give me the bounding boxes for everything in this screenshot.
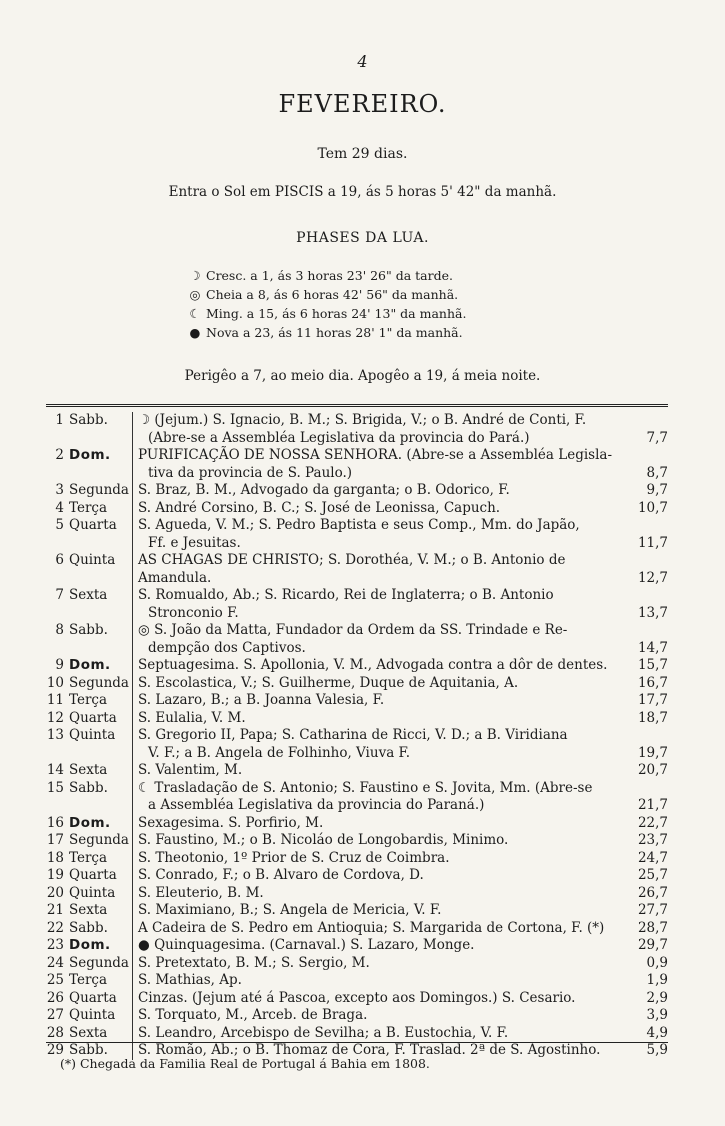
calendar-row [46, 727, 668, 762]
weekday: Sabb. [64, 1042, 133, 1060]
calendar-row [46, 552, 668, 587]
saints-description [133, 815, 636, 833]
day-number: 4 [55, 499, 64, 516]
epact-value: 10,7 [637, 499, 668, 516]
calendar-row [46, 482, 668, 500]
calendar-row [46, 622, 668, 657]
weekday: Dom. [64, 657, 133, 675]
description-line: ☽ (Jejum.) S. Ignacio, B. M.; S. Brigida, V.; o B. André de Conti, F. [138, 412, 587, 428]
day-number: 22 [46, 919, 64, 936]
saints-description [133, 780, 636, 815]
page-number: 4 [357, 52, 368, 71]
epact-value: 23,7 [637, 832, 668, 848]
day-number: 27 [46, 1007, 64, 1023]
calendar-row [46, 692, 668, 710]
moon-phase-line [188, 266, 466, 285]
epact-value: 1,9 [646, 972, 668, 988]
weekday: Quinta [64, 1007, 133, 1025]
epact-value: 3,9 [646, 1007, 668, 1023]
saints-description [133, 517, 636, 552]
calendar-row [46, 815, 668, 833]
weekday: Sexta [64, 1025, 133, 1043]
bottom-divider [46, 1042, 668, 1043]
weekday: Sexta [64, 902, 133, 920]
saints-description [133, 902, 636, 920]
saints-description [133, 552, 636, 587]
saints-description [133, 850, 636, 868]
description-line: tiva da provincia de S. Paulo.) [148, 464, 353, 481]
weekday: Quinta [64, 727, 133, 762]
description-line: S. André Corsino, B. C.; S. José de Leonissa, Capuch. [138, 499, 501, 516]
calendar-row [46, 902, 668, 920]
epact-value: 21,7 [637, 797, 668, 813]
moon-phase-line [188, 323, 466, 342]
description-line: S. Leandro, Arcebispo de Sevilha; a B. Eustochia, V. F. [138, 1024, 509, 1041]
day-number: 18 [46, 849, 64, 866]
weekday: Quinta [64, 552, 133, 587]
description-line: S. Maximiano, B.; S. Angela de Mericia, V. F. [138, 902, 442, 918]
weekday: Quarta [64, 867, 133, 885]
weekday: Sabb. [64, 920, 133, 938]
calendar-row [46, 447, 668, 482]
weekday: Segunda [64, 955, 133, 973]
day-number: 1 [55, 412, 64, 428]
description-line: ◎ S. João da Matta, Fundador da Ordem da SS. Trindade e Re- [138, 622, 568, 638]
description-line: S. Agueda, V. M.; S. Pedro Baptista e seus Comp., Mm. do Japão, [138, 517, 580, 533]
day-number: 9 [55, 657, 64, 673]
phase-text: Cheia a 8, ás 6 horas 42' 56" da manhã. [206, 287, 459, 302]
calendar-row [46, 850, 668, 868]
weekday: Dom. [64, 815, 133, 833]
weekday: Sabb. [64, 780, 133, 815]
description-line: S. Braz, B. M., Advogado da garganta; o B. Odorico, F. [138, 482, 510, 498]
description-line: S. Theotonio, 1º Prior de S. Cruz de Coimbra. [138, 849, 450, 866]
day-number: 28 [46, 1024, 64, 1041]
saints-description [133, 657, 636, 675]
weekday: Dom. [64, 447, 133, 482]
calendar-row [46, 1025, 668, 1043]
weekday: Quarta [64, 710, 133, 728]
saints-description [133, 762, 636, 780]
epact-value: 29,7 [637, 937, 668, 953]
calendar-row [46, 832, 668, 850]
description-line: A Cadeira de S. Pedro em Antioquia; S. Margarida de Cortona, F. (*) [138, 919, 605, 936]
description-line: S. Mathias, Ap. [138, 972, 242, 988]
description-line: Cinzas. (Jejum até á Pascoa, excepto aos Domingos.) S. Cesario. [138, 989, 576, 1006]
epact-value: 12,7 [637, 569, 668, 586]
description-line: S. Valentim, M. [138, 762, 243, 778]
saints-description [133, 587, 636, 622]
description-line: a Assembléa Legislativa da provincia do Paraná.) [148, 797, 485, 813]
weekday: Sabb. [64, 622, 133, 657]
day-number: 12 [46, 709, 64, 726]
calendar-row [46, 937, 668, 955]
weekday: Sexta [64, 587, 133, 622]
description-line: S. Romão, Ab.; o B. Thomaz de Cora, F. Traslad. 2ª de S. Agostinho. [138, 1042, 601, 1058]
calendar-row [46, 412, 668, 447]
weekday: Sexta [64, 762, 133, 780]
calendar-row [46, 867, 668, 885]
new-moon-icon: ● [189, 325, 201, 340]
day-number: 15 [46, 779, 64, 796]
day-number: 26 [46, 989, 64, 1006]
epact-value: 19,7 [637, 744, 668, 761]
calendar-row [46, 500, 668, 518]
saints-description [133, 885, 636, 903]
description-line: Ff. e Jesuitas. [148, 534, 241, 551]
saints-description [133, 692, 636, 710]
epact-value: 9,7 [646, 482, 668, 498]
description-line: ☾ Trasladação de S. Antonio; S. Faustino e S. Jovita, Mm. (Abre-se [138, 779, 593, 796]
saints-description [133, 447, 636, 482]
epact-value: 11,7 [637, 534, 668, 551]
epact-value: 26,7 [637, 884, 668, 901]
weekday: Quarta [64, 990, 133, 1008]
day-number: 14 [46, 762, 64, 778]
epact-value: 8,7 [646, 464, 668, 481]
description-line: S. Conrado, F.; o B. Alvaro de Cordova, D. [138, 867, 424, 883]
moon-phase-line [188, 304, 466, 323]
page-title: FEVEREIRO. [278, 90, 447, 118]
epact-value: 14,7 [637, 639, 668, 656]
epact-value: 18,7 [637, 709, 668, 726]
calendar-row [46, 885, 668, 903]
description-line: S. Eulalia, V. M. [138, 709, 246, 726]
description-line: Sexagesima. S. Porfirio, M. [138, 814, 324, 831]
description-line: S. Eleuterio, B. M. [138, 884, 264, 901]
calendar-table [46, 412, 668, 1060]
day-number: 25 [46, 972, 64, 988]
day-number: 11 [46, 692, 64, 708]
epact-value: 15,7 [637, 657, 668, 673]
calendar-row [46, 955, 668, 973]
saints-description [133, 412, 636, 447]
phase-text: Ming. a 15, ás 6 horas 24' 13" da manhã. [206, 306, 467, 321]
days-count: Tem 29 dias. [317, 146, 408, 162]
description-line: dempção dos Captivos. [148, 639, 306, 656]
weekday: Terça [64, 850, 133, 868]
saints-description [133, 675, 636, 693]
day-number: 3 [55, 482, 64, 498]
description-line: S. Romualdo, Ab.; S. Ricardo, Rei de Inglaterra; o B. Antonio [138, 587, 554, 603]
saints-description [133, 1025, 636, 1043]
weekday: Dom. [64, 937, 133, 955]
day-number: 29 [46, 1042, 64, 1058]
day-number: 10 [46, 674, 64, 691]
description-line: PURIFICAÇÃO DE NOSSA SENHORA. (Abre-se a Assembléa Legisla- [138, 447, 613, 463]
saints-description [133, 832, 636, 850]
epact-value: 25,7 [637, 867, 668, 883]
calendar-row [46, 990, 668, 1008]
saints-description [133, 482, 636, 500]
epact-value: 13,7 [637, 604, 668, 621]
epact-value: 4,9 [646, 1024, 668, 1041]
epact-value: 24,7 [637, 849, 668, 866]
weekday: Segunda [64, 482, 133, 500]
perigee-apogee-note: Perigêo a 7, ao meio dia. Apogêo a 19, á meia noite. [184, 368, 541, 384]
weekday: Terça [64, 500, 133, 518]
calendar-row [46, 920, 668, 938]
day-number: 7 [55, 587, 64, 603]
day-number: 16 [46, 814, 64, 831]
calendar-row [46, 657, 668, 675]
epact-value: 17,7 [637, 692, 668, 708]
description-line: V. F.; a B. Angela de Folhinho, Viuva F. [148, 744, 411, 761]
top-divider [46, 404, 668, 407]
epact-value: 16,7 [637, 674, 668, 691]
full-moon-icon: ◎ [189, 287, 201, 302]
calendar-row [46, 517, 668, 552]
saints-description [133, 955, 636, 973]
moon-phases-list [188, 266, 466, 342]
epact-value: 22,7 [637, 814, 668, 831]
saints-description [133, 937, 636, 955]
weekday: Terça [64, 972, 133, 990]
description-line: S. Escolastica, V.; S. Guilherme, Duque de Aquitania, A. [138, 674, 519, 691]
day-number: 17 [46, 832, 64, 848]
saints-description [133, 867, 636, 885]
calendar-row [46, 972, 668, 990]
footnote: (*) Chegada da Familia Real de Portugal á Bahia em 1808. [60, 1056, 430, 1071]
description-line: S. Gregorio II, Papa; S. Catharina de Ricci, V. D.; a B. Viridiana [138, 727, 568, 743]
calendar-row [46, 587, 668, 622]
weekday: Quinta [64, 885, 133, 903]
sun-entry-note: Entra o Sol em PISCIS a 19, ás 5 horas 5' 42" da manhã. [168, 184, 557, 200]
description-line: AS CHAGAS DE CHRISTO; S. Dorothéa, V. M.; o B. Antonio de Amandula. [138, 552, 566, 586]
phase-text: Cresc. a 1, ás 3 horas 23' 26" da tarde. [206, 268, 453, 283]
description-line: Septuagesima. S. Apollonia, V. M., Advogada contra a dôr de dentes. [138, 657, 608, 673]
saints-description [133, 727, 636, 762]
saints-description [133, 622, 636, 657]
day-number: 24 [46, 954, 64, 971]
day-number: 5 [55, 517, 64, 533]
day-number: 8 [55, 622, 64, 638]
epact-value: 20,7 [637, 762, 668, 778]
description-line: Stronconio F. [148, 604, 239, 621]
calendar-row [46, 780, 668, 815]
calendar-row [46, 675, 668, 693]
weekday: Quarta [64, 517, 133, 552]
calendar-row [46, 762, 668, 780]
saints-description [133, 990, 636, 1008]
day-number: 2 [55, 447, 64, 463]
phase-text: Nova a 23, ás 11 horas 28' 1" da manhã. [206, 325, 463, 340]
weekday: Terça [64, 692, 133, 710]
epact-value: 2,9 [646, 989, 668, 1006]
day-number: 20 [46, 884, 64, 901]
day-number: 6 [55, 552, 64, 568]
description-line: S. Lazaro, B.; a B. Joanna Valesia, F. [138, 692, 385, 708]
day-number: 13 [46, 727, 64, 743]
day-number: 21 [46, 902, 64, 918]
description-line: S. Pretextato, B. M.; S. Sergio, M. [138, 954, 370, 971]
day-number: 19 [46, 867, 64, 883]
epact-value: 7,7 [646, 429, 668, 446]
calendar-row [46, 710, 668, 728]
epact-value: 27,7 [637, 902, 668, 918]
weekday: Sabb. [64, 412, 133, 447]
day-number: 23 [46, 937, 64, 953]
epact-value: 0,9 [646, 954, 668, 971]
saints-description [133, 500, 636, 518]
weekday: Segunda [64, 675, 133, 693]
description-line: S. Torquato, M., Arceb. de Braga. [138, 1007, 368, 1023]
waning-moon-icon: ☾ [189, 306, 201, 321]
saints-description [133, 920, 636, 938]
saints-description [133, 972, 636, 990]
weekday: Segunda [64, 832, 133, 850]
calendar-row [46, 1007, 668, 1025]
description-line: ● Quinquagesima. (Carnaval.) S. Lazaro, Monge. [138, 937, 475, 953]
crescent-moon-icon: ☽ [189, 268, 201, 283]
saints-description [133, 1007, 636, 1025]
moon-phases-heading: PHASES DA LUA. [296, 230, 429, 246]
moon-phase-line [188, 285, 466, 304]
epact-value: 5,9 [646, 1042, 668, 1058]
epact-value: 28,7 [637, 919, 668, 936]
description-line: (Abre-se a Assembléa Legislativa da provincia do Pará.) [148, 429, 530, 446]
description-line: S. Faustino, M.; o B. Nicoláo de Longobardis, Minimo. [138, 832, 509, 848]
saints-description [133, 710, 636, 728]
